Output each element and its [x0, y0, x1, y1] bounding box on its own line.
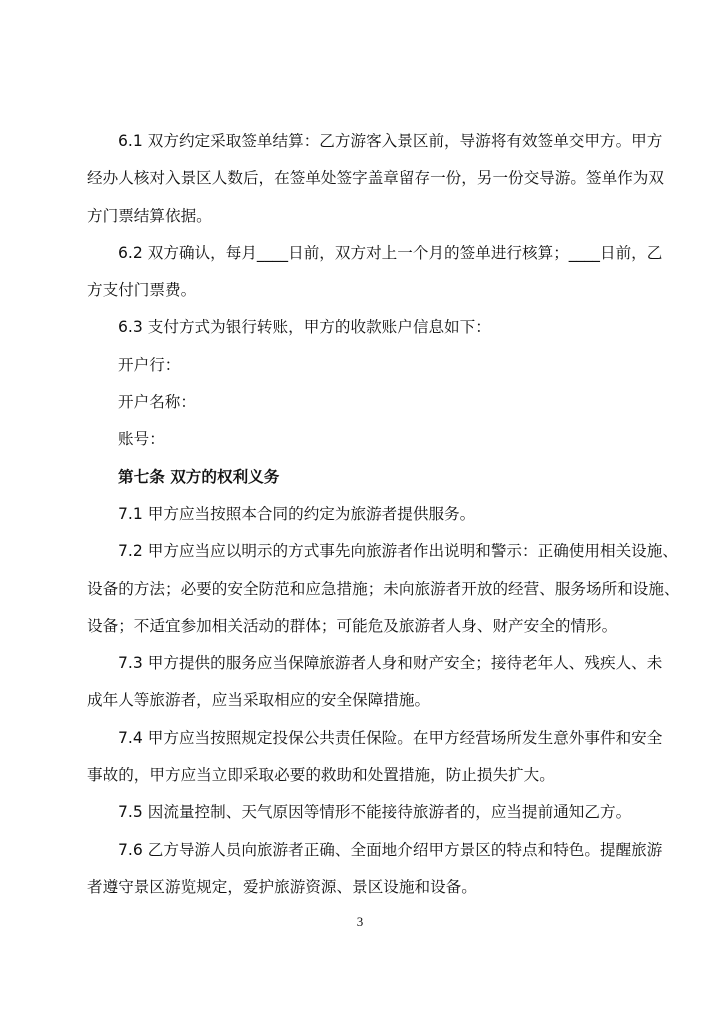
- text-line: 开户名称：: [118, 393, 196, 412]
- text-line: 7.6 乙方导游人员向旅游者正确、全面地介绍甲方景区的特点和特色。提醒旅游: [118, 840, 663, 859]
- document-body: [87, 128, 680, 911]
- text-line: 设备的方法；必要的安全防范和应急措施；未向旅游者开放的经营、服务场所和设施、: [87, 579, 680, 598]
- text-line: 方支付门票费。: [87, 281, 197, 300]
- section-heading: [87, 464, 633, 501]
- text-line: 账号：: [118, 430, 165, 449]
- text-line: 7.2 甲方应当应以明示的方式事先向旅游者作出说明和警示：正确使用相关设施、: [118, 542, 678, 561]
- text-line: 第七条 双方的权利义务: [118, 467, 280, 486]
- text-line: 开户行：: [118, 355, 181, 374]
- paragraph: [87, 240, 663, 315]
- text-line: 6.1 双方约定采取签单结算：乙方游客入景区前，导游将有效签单交甲方。甲方: [118, 132, 663, 150]
- text-line: 7.1 甲方应当按照本合同的约定为旅游者提供服务。: [118, 504, 476, 523]
- paragraph: [87, 725, 663, 800]
- text-line: 7.5 因流量控制、天气原因等情形不能接待旅游者的，应当提前通知乙方。: [118, 803, 632, 822]
- text-line: 经办人核对入景区人数后，在签单处签字盖章留存一份，另一份交导游。签单作为双: [87, 169, 664, 188]
- paragraph: [87, 501, 633, 538]
- text-line: 6.2 双方确认，每月____日前，双方对上一个月的签单进行核算；____日前，乙: [118, 243, 663, 262]
- page-number: 3: [356, 914, 364, 929]
- text-line: 方门票结算依据。: [87, 206, 212, 225]
- text-line: 6.3 支付方式为银行转账，甲方的收款账户信息如下：: [118, 318, 491, 337]
- paragraph: [87, 426, 633, 463]
- paragraph: [87, 352, 633, 389]
- text-line: 设备；不适宜参加相关活动的群体；可能危及旅游者人身、财产安全的情形。: [87, 616, 618, 635]
- paragraph: [87, 128, 664, 240]
- paragraph: [87, 538, 680, 650]
- text-line: 7.3 甲方提供的服务应当保障旅游者人身和财产安全；接待老年人、残疾人、未: [118, 654, 663, 673]
- text-line: 成年人等旅游者，应当采取相应的安全保障措施。: [87, 691, 431, 710]
- paragraph: [87, 799, 633, 836]
- text-line: 事故的，甲方应当立即采取必要的救助和处置措施，防止损失扩大。: [87, 766, 555, 785]
- paragraph: [87, 389, 633, 426]
- text-line: 7.4 甲方应当按照规定投保公共责任保险。在甲方经营场所发生意外事件和安全: [118, 728, 663, 747]
- paragraph: [87, 837, 663, 912]
- paragraph: [87, 314, 633, 351]
- paragraph: [87, 650, 663, 725]
- text-line: 者遵守景区游览规定，爱护旅游资源、景区设施和设备。: [87, 877, 477, 896]
